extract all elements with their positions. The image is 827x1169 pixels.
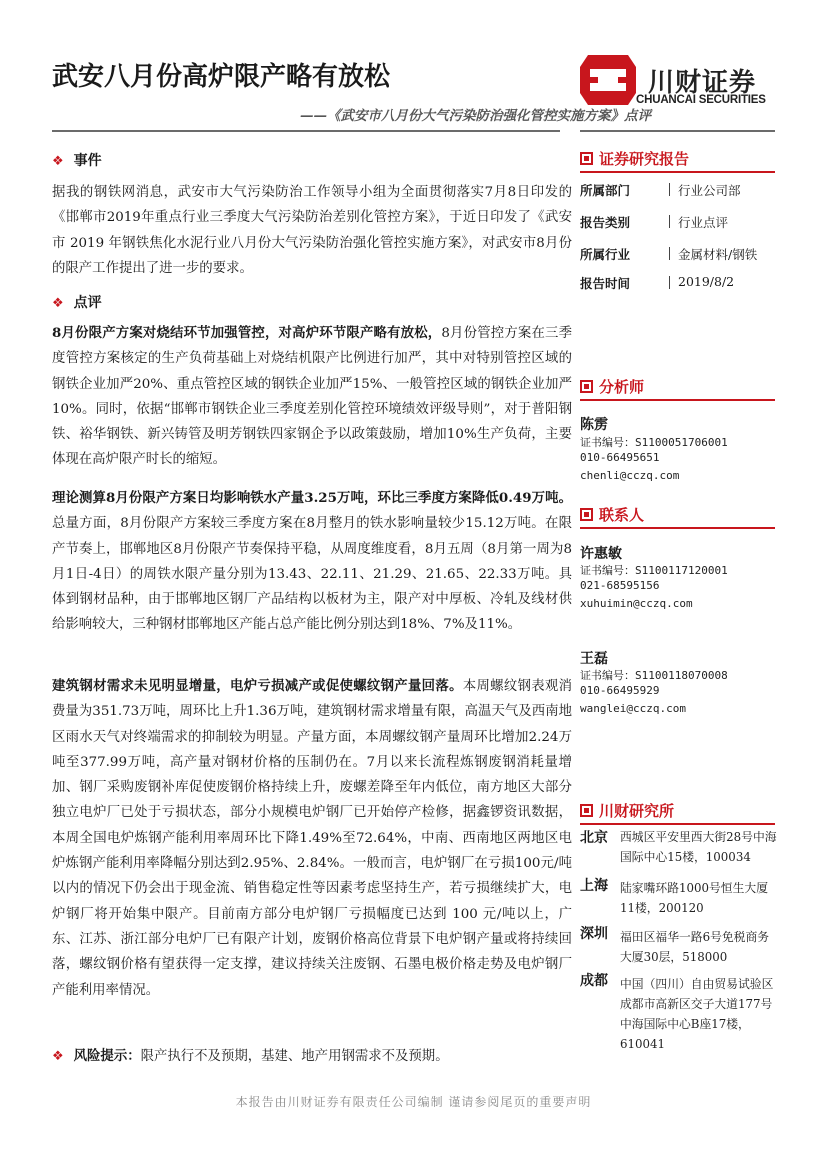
risk-warning [52, 1045, 449, 1064]
comment-paragraph-2 [52, 486, 572, 638]
company-logo-text: 川财证券 [648, 68, 757, 98]
info-label-industry: 所属行业 [580, 247, 631, 262]
office-address-shenzhen: 福田区福华一路6号免税商务大厦30层，518000 [620, 930, 770, 964]
analyst-heading [580, 376, 644, 397]
header-divider [52, 130, 560, 132]
info-value-department: 行业公司部 [678, 183, 741, 198]
risk-label: 风险提示： [73, 1048, 141, 1064]
contact-phone: 010-66495929 [580, 684, 660, 697]
report-info-divider [580, 171, 775, 173]
office-address-shanghai: 陆家嘴环路1000号恒生大厦11楼，200120 [620, 881, 768, 915]
page-title: 武安八月份高炉限产略有放松 [52, 62, 391, 92]
contact-cert: 证书编号：S1100118070008 [580, 669, 728, 682]
square-marker-icon [580, 804, 593, 817]
office-city-beijing: 北京 [580, 830, 608, 846]
info-separator [669, 183, 670, 196]
analyst-cert: 证书编号：S1100051706001 [580, 436, 728, 449]
info-label-type: 报告类别 [580, 215, 631, 230]
analyst-divider [580, 399, 775, 401]
company-logo-english: CHUANCAI SECURITIES [636, 94, 766, 106]
institute-divider [580, 823, 775, 825]
page-subtitle: ——《武安市八月份大气污染防治强化管控实施方案》点评 [300, 108, 651, 124]
contact-email[interactable]: xuhuimin@cczq.com [580, 597, 693, 610]
info-separator [669, 247, 670, 260]
office-address-chengdu: 中国（四川）自由贸易试验区成都市高新区交子大道177号中海国际中心B座17楼，610041 [620, 977, 774, 1051]
info-label-date: 报告时间 [580, 276, 631, 291]
office-city-shanghai: 上海 [580, 878, 608, 894]
comment-paragraph-1 [52, 321, 572, 473]
footer-disclaimer: 本报告由川财证券有限责任公司编制 谨请参阅尾页的重要声明 [235, 1095, 592, 1109]
square-marker-icon [580, 152, 593, 165]
contact-heading [580, 504, 644, 525]
contact-heading-label: 联系人 [599, 506, 645, 524]
contact-name: 王磊 [580, 651, 608, 667]
info-separator [669, 276, 670, 289]
p1-lead: 8月份限产方案对烧结环节加强管控，对高炉环节限产略有放松， [52, 325, 442, 341]
comment-paragraph-3 [52, 674, 572, 1003]
office-city-chengdu: 成都 [580, 973, 608, 989]
p3-body: 本周螺纹钢表观消费量为351.73万吨，周环比上升1.36万吨，建筑钢材需求增量有限，高温天气及西南地区雨水天气对终端需求的抑制较为明显。产量方面，本周螺纹钢产量周环比增加2.24万吨至377.99万吨，高产量对钢材价格的压制仍在。7月以来长流程炼钢废钢消耗量增加、钢厂采购废钢补库促使废钢价格持续上升，废螺差降至年内低位，南方地区大部分独立电炉厂已处于亏损状态，部分小规模电炉钢厂已开始停产检修，据鑫锣资讯数据，本周全国电炉炼钢产能利用率周环比下降1.49%至72.64%，中南、西南地区两地区电炉炼钢产能利用率降幅分别达到2.95%、2.84%。一般而言，电炉钢厂在亏损100元/吨以内的情况下仍会出于现金流、销售稳定性等因素考虑坚持生产，若亏损继续扩大，电炉钢厂将开始集中限产。目前南方部分电炉钢厂亏损幅度已达到 100 元/吨以上，广东、江苏、浙江部分电炉厂已有限产计划，废钢价格高位背景下电炉钢产量或将持续回落，螺纹钢价格有望获得一定支撑，建议持续关注废钢、石墨电极价格走势及电炉钢厂产能利用率情况。 [52, 679, 573, 998]
company-logo-icon [580, 55, 636, 105]
office-city-shenzhen: 深圳 [580, 926, 608, 942]
contact-name: 许惠敏 [580, 546, 622, 562]
analyst-heading-label: 分析师 [599, 378, 645, 396]
info-separator [669, 215, 670, 228]
info-value-type: 行业点评 [678, 215, 729, 230]
analyst-phone: 010-66495651 [580, 451, 660, 464]
info-value-date: 2019/8/2 [678, 274, 735, 289]
info-label-department: 所属部门 [580, 183, 631, 198]
square-marker-icon [580, 508, 593, 521]
contact-divider [580, 527, 775, 529]
analyst-email[interactable]: chenli@cczq.com [580, 469, 680, 482]
analyst-name: 陈雳 [580, 417, 608, 433]
comment-heading-label: 点评 [73, 295, 102, 311]
header-divider-right [580, 130, 775, 132]
p1-body: 8月份管控方案在三季度管控方案核定的生产负荷基础上对烧结机限产比例进行加严，其中对特别管控区域的钢铁企业加严20%、重点管控区域的钢铁企业加严15%、一般管控区域的钢铁企业加严10%。同时，依据“邯郸市钢铁企业三季度差别化管控环境绩效评级导则”，对于普阳钢铁、裕华钢铁、新兴铸管及明芳钢铁四家钢企予以政策鼓励，增加10%生产负荷，主要体现在高炉限产时长的缩短。 [52, 326, 572, 468]
diamond-bullet-icon: ❖ [52, 154, 64, 169]
p2-lead: 理论测算8月份限产方案日均影响铁水产量3.25万吨，环比三季度方案降低0.49万吨。 [52, 490, 572, 506]
report-info-heading [580, 148, 689, 169]
info-value-industry: 金属材料/钢铁 [678, 247, 758, 262]
comment-heading [52, 292, 102, 312]
contact-phone: 021-68595156 [580, 579, 660, 592]
square-marker-icon [580, 380, 593, 393]
risk-text: 限产执行不及预期，基建、地产用钢需求不及预期。 [140, 1049, 449, 1064]
event-heading-label: 事件 [73, 153, 102, 169]
event-heading [52, 150, 102, 170]
report-heading-label: 证券研究报告 [599, 150, 690, 168]
contact-cert: 证书编号：S1100117120001 [580, 564, 728, 577]
p3-lead: 建筑钢材需求未见明显增量，电炉亏损减产或促使螺纹钢产量回落。 [52, 678, 463, 694]
event-paragraph: 据我的钢铁网消息，武安市大气污染防治工作领导小组为全面贯彻落实7月8日印发的《邯郸市2019年重点行业三季度大气污染防治差别化管控方案》，于近日印发了《武安市 2019 年钢铁焦化水泥行业八月份大气污染防治强化管控实施方案》，对武安市8月份的限产工作提出了进一步的要求。 [52, 185, 572, 276]
diamond-bullet-icon: ❖ [52, 1049, 64, 1064]
contact-email[interactable]: wanglei@cczq.com [580, 702, 686, 715]
diamond-bullet-icon: ❖ [52, 296, 64, 311]
institute-heading [580, 800, 674, 821]
office-address-beijing: 西城区平安里西大街28号中海国际中心15楼，100034 [620, 830, 777, 864]
p2-body: 总量方面，8月份限产方案较三季度方案在8月整月的铁水影响量较少15.12万吨。在限产节奏上，邯郸地区8月份限产节奏保持平稳，从周度维度看，8月五周（8月第一周为8月1日-4日）的周铁水限产量分别为13.43、22.11、21.29、21.65、22.33万吨。具体到钢材品种，由于邯郸地区钢厂产品结构以板材为主，限产对中厚板、冷轧及线材供给影响较大，三种钢材邯郸地区产能占总产能比例分别达到18%、7%及11%。 [52, 516, 572, 633]
institute-heading-label: 川财研究所 [599, 802, 675, 820]
